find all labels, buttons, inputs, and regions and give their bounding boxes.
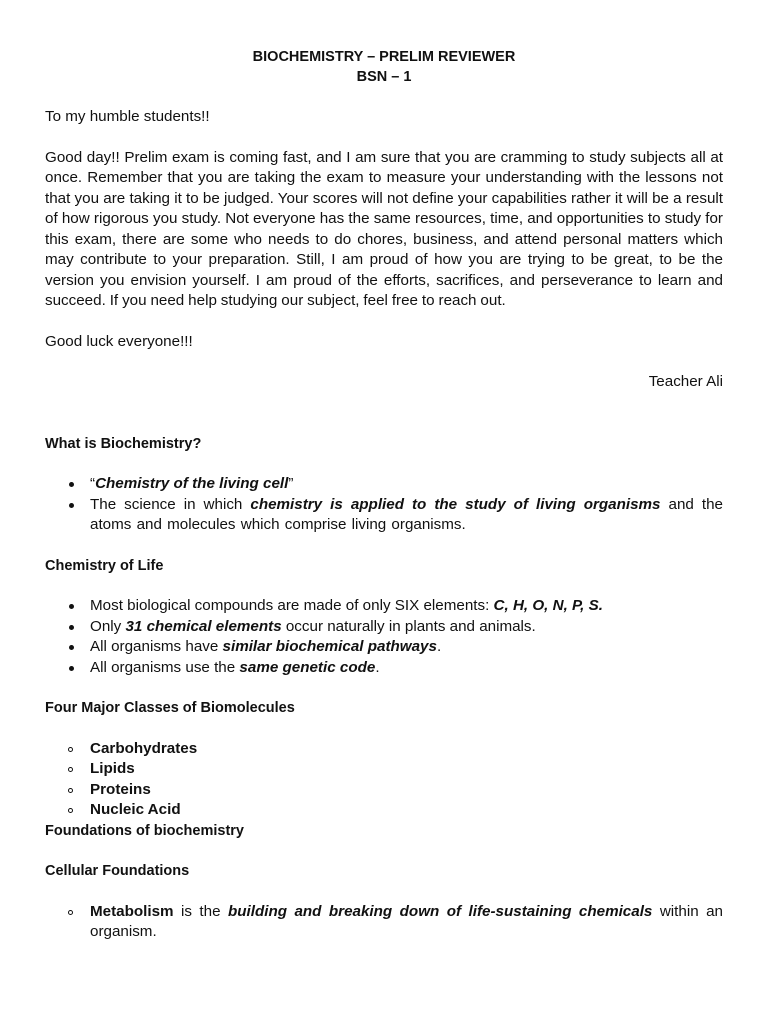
emphasis-text: same genetic code	[239, 658, 376, 676]
list-item	[45, 474, 723, 495]
letter-greeting: To my humble students!!	[45, 108, 210, 125]
list-item	[45, 495, 723, 536]
emphasis-text: building and breaking down of life-sustaining chemicals	[227, 902, 653, 920]
list-item	[45, 658, 723, 679]
item-text: .	[375, 658, 380, 676]
emphasis-text: 31 chemical elements	[125, 617, 282, 635]
emphasis-text: C, H, O, N, P, S.	[493, 597, 603, 614]
item-text: All organisms have	[90, 638, 223, 655]
section-heading-biomolecules: Four Major Classes of Biomolecules	[45, 700, 295, 716]
emphasis-text: similar biochemical pathways	[222, 638, 437, 655]
section-heading-cellular-foundations: Cellular Foundations	[45, 863, 190, 879]
letter-signature: Teacher Ali	[648, 373, 723, 390]
list-item	[45, 637, 723, 658]
item-text: The science in which	[90, 495, 251, 513]
emphasis-text: Metabolism	[90, 902, 174, 920]
list-item	[45, 596, 723, 617]
chemistry-of-life-list	[45, 596, 723, 678]
item-text: is the	[173, 902, 228, 920]
list-item: Proteins	[45, 780, 723, 801]
section-heading-foundations: Foundations of biochemistry	[45, 822, 244, 839]
emphasis-text: Chemistry of the living cell	[95, 475, 289, 492]
item-text: .	[436, 638, 442, 655]
document-title: BIOCHEMISTRY – PRELIM REVIEWER	[252, 49, 516, 65]
list-item: Carbohydrates	[45, 739, 723, 760]
list-item: Lipids	[45, 759, 723, 780]
biomolecules-list	[45, 739, 723, 821]
item-text: Most biological compounds are made of only SIX elements:	[90, 597, 494, 614]
item-text: occur naturally in plants and animals.	[281, 617, 536, 635]
list-item: Nucleic Acid	[45, 800, 723, 821]
list-item	[45, 617, 723, 638]
quote-close: ”	[288, 475, 294, 492]
item-text: Only	[90, 617, 126, 635]
quote-open: “	[90, 475, 96, 492]
emphasis-text: chemistry is applied to the study of living organisms	[250, 495, 661, 513]
letter-body: Good day!! Prelim exam is coming fast, and I am sure that you are cramming to study subjects all at once. Remember that you are taking the exam to measure your understanding with the lessons not that you are taking it to be judged. Your scores will not define your capabilities rather it will be a result of how rigorous you study. Not everyone has the same resources, time, and opportunities to study for this exam, there are some who needs to do chores, business, and attend personal matters which may contribute to your preparation. Still, I am proud of how you are trying to be great, to be the version you envision yourself. I am proud of the efforts, sacrifices, and perseverance to learn and succeed. If you need help studying our subject, feel free to reach out.	[45, 148, 723, 309]
section-heading-chemistry-of-life: Chemistry of Life	[45, 557, 164, 574]
item-text: within an organism.	[90, 902, 723, 940]
document-subtitle: BSN – 1	[356, 69, 412, 85]
item-text: All organisms use the	[90, 658, 240, 676]
what-is-list	[45, 474, 723, 536]
item-text: and the atoms and molecules which comprise living organisms.	[90, 495, 723, 533]
cellular-list	[45, 902, 723, 943]
list-item	[45, 902, 723, 943]
letter-closing: Good luck everyone!!!	[45, 332, 193, 350]
section-heading-what-is-biochemistry: What is Biochemistry?	[45, 435, 202, 452]
